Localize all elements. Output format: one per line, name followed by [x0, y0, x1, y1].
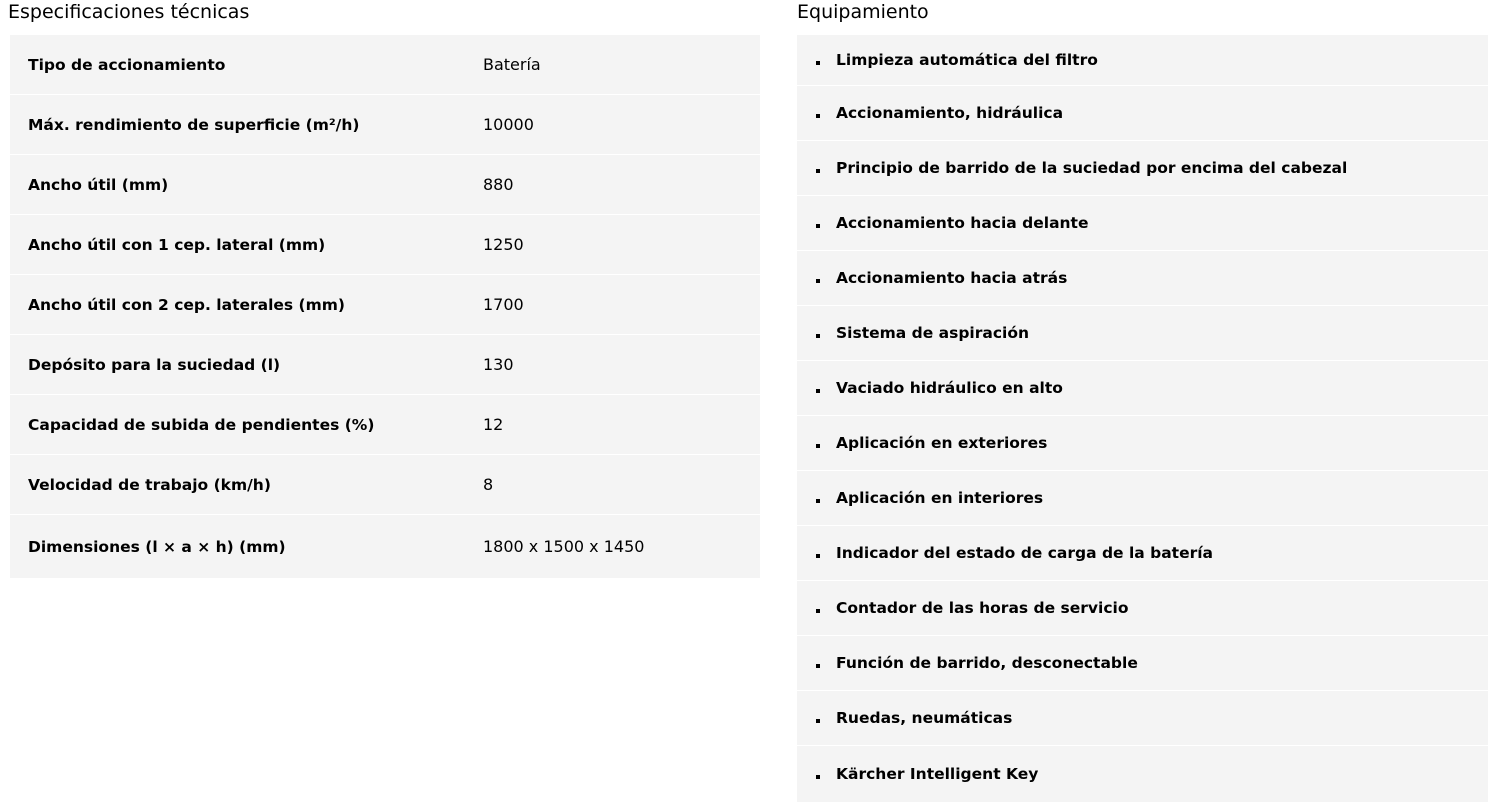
spec-value: 12	[483, 415, 504, 434]
equipment-item	[797, 196, 1488, 251]
spec-row	[10, 155, 760, 215]
equipment-item	[797, 35, 1488, 86]
bullet-icon	[816, 61, 820, 65]
spec-label: Velocidad de trabajo (km/h)	[28, 475, 271, 494]
spec-row	[10, 95, 760, 155]
equipment-label: Aplicación en interiores	[836, 489, 1044, 507]
spec-label: Depósito para la suciedad (l)	[28, 355, 281, 374]
equipment-label: Indicador del estado de carga de la batería	[836, 544, 1214, 562]
equipment-item	[797, 251, 1488, 306]
equipment-item	[797, 361, 1488, 416]
equipment-list	[797, 35, 1488, 802]
bullet-icon	[816, 444, 820, 448]
equipment-item	[797, 416, 1488, 471]
spec-value: 1800 x 1500 x 1450	[483, 537, 645, 556]
equipment-label: Aplicación en exteriores	[836, 434, 1048, 452]
spec-row	[10, 515, 760, 578]
spec-value: Batería	[483, 55, 541, 74]
spec-value: 1700	[483, 295, 524, 314]
spec-label: Dimensiones (l × a × h) (mm)	[28, 537, 286, 556]
spec-label: Ancho útil con 1 cep. lateral (mm)	[28, 235, 326, 254]
spec-value: 1250	[483, 235, 524, 254]
spec-value: 880	[483, 175, 514, 194]
equipment-item	[797, 141, 1488, 196]
equipment-item	[797, 471, 1488, 526]
equipment-label: Accionamiento hacia delante	[836, 214, 1089, 232]
equipment-title: Equipamiento	[797, 1, 929, 23]
spec-label: Ancho útil (mm)	[28, 175, 169, 194]
spec-row	[10, 335, 760, 395]
equipment-section	[797, 0, 1488, 802]
bullet-icon	[816, 554, 820, 558]
bullet-icon	[816, 224, 820, 228]
equipment-label: Contador de las horas de servicio	[836, 599, 1129, 617]
spec-row	[10, 395, 760, 455]
bullet-icon	[816, 389, 820, 393]
equipment-label: Accionamiento hacia atrás	[836, 269, 1068, 287]
bullet-icon	[816, 279, 820, 283]
bullet-icon	[816, 775, 820, 779]
spec-label: Tipo de accionamiento	[28, 55, 226, 74]
equipment-item	[797, 526, 1488, 581]
equipment-label: Kärcher Intelligent Key	[836, 765, 1039, 783]
equipment-label: Vaciado hidráulico en alto	[836, 379, 1063, 397]
spec-row	[10, 215, 760, 275]
spec-label: Capacidad de subida de pendientes (%)	[28, 415, 375, 434]
equipment-label: Limpieza automática del filtro	[836, 51, 1098, 69]
equipment-item	[797, 636, 1488, 691]
equipment-label: Ruedas, neumáticas	[836, 709, 1013, 727]
bullet-icon	[816, 719, 820, 723]
technical-specifications-section	[10, 0, 760, 578]
bullet-icon	[816, 169, 820, 173]
spec-label: Ancho útil con 2 cep. laterales (mm)	[28, 295, 346, 314]
equipment-item	[797, 86, 1488, 141]
bullet-icon	[816, 499, 820, 503]
specifications-table	[10, 35, 760, 578]
specifications-title: Especificaciones técnicas	[8, 1, 250, 23]
equipment-label: Función de barrido, desconectable	[836, 654, 1138, 672]
equipment-label: Sistema de aspiración	[836, 324, 1030, 342]
bullet-icon	[816, 664, 820, 668]
spec-row	[10, 455, 760, 515]
spec-value: 130	[483, 355, 514, 374]
spec-row	[10, 275, 760, 335]
spec-value: 10000	[483, 115, 534, 134]
equipment-label: Principio de barrido de la suciedad por encima del cabezal	[836, 159, 1348, 177]
equipment-item	[797, 581, 1488, 636]
bullet-icon	[816, 609, 820, 613]
equipment-item	[797, 691, 1488, 746]
spec-value: 8	[483, 475, 494, 494]
bullet-icon	[816, 114, 820, 118]
bullet-icon	[816, 334, 820, 338]
equipment-item	[797, 306, 1488, 361]
equipment-label: Accionamiento, hidráulica	[836, 104, 1064, 122]
spec-label: Máx. rendimiento de superficie (m²/h)	[28, 115, 360, 134]
spec-row	[10, 35, 760, 95]
